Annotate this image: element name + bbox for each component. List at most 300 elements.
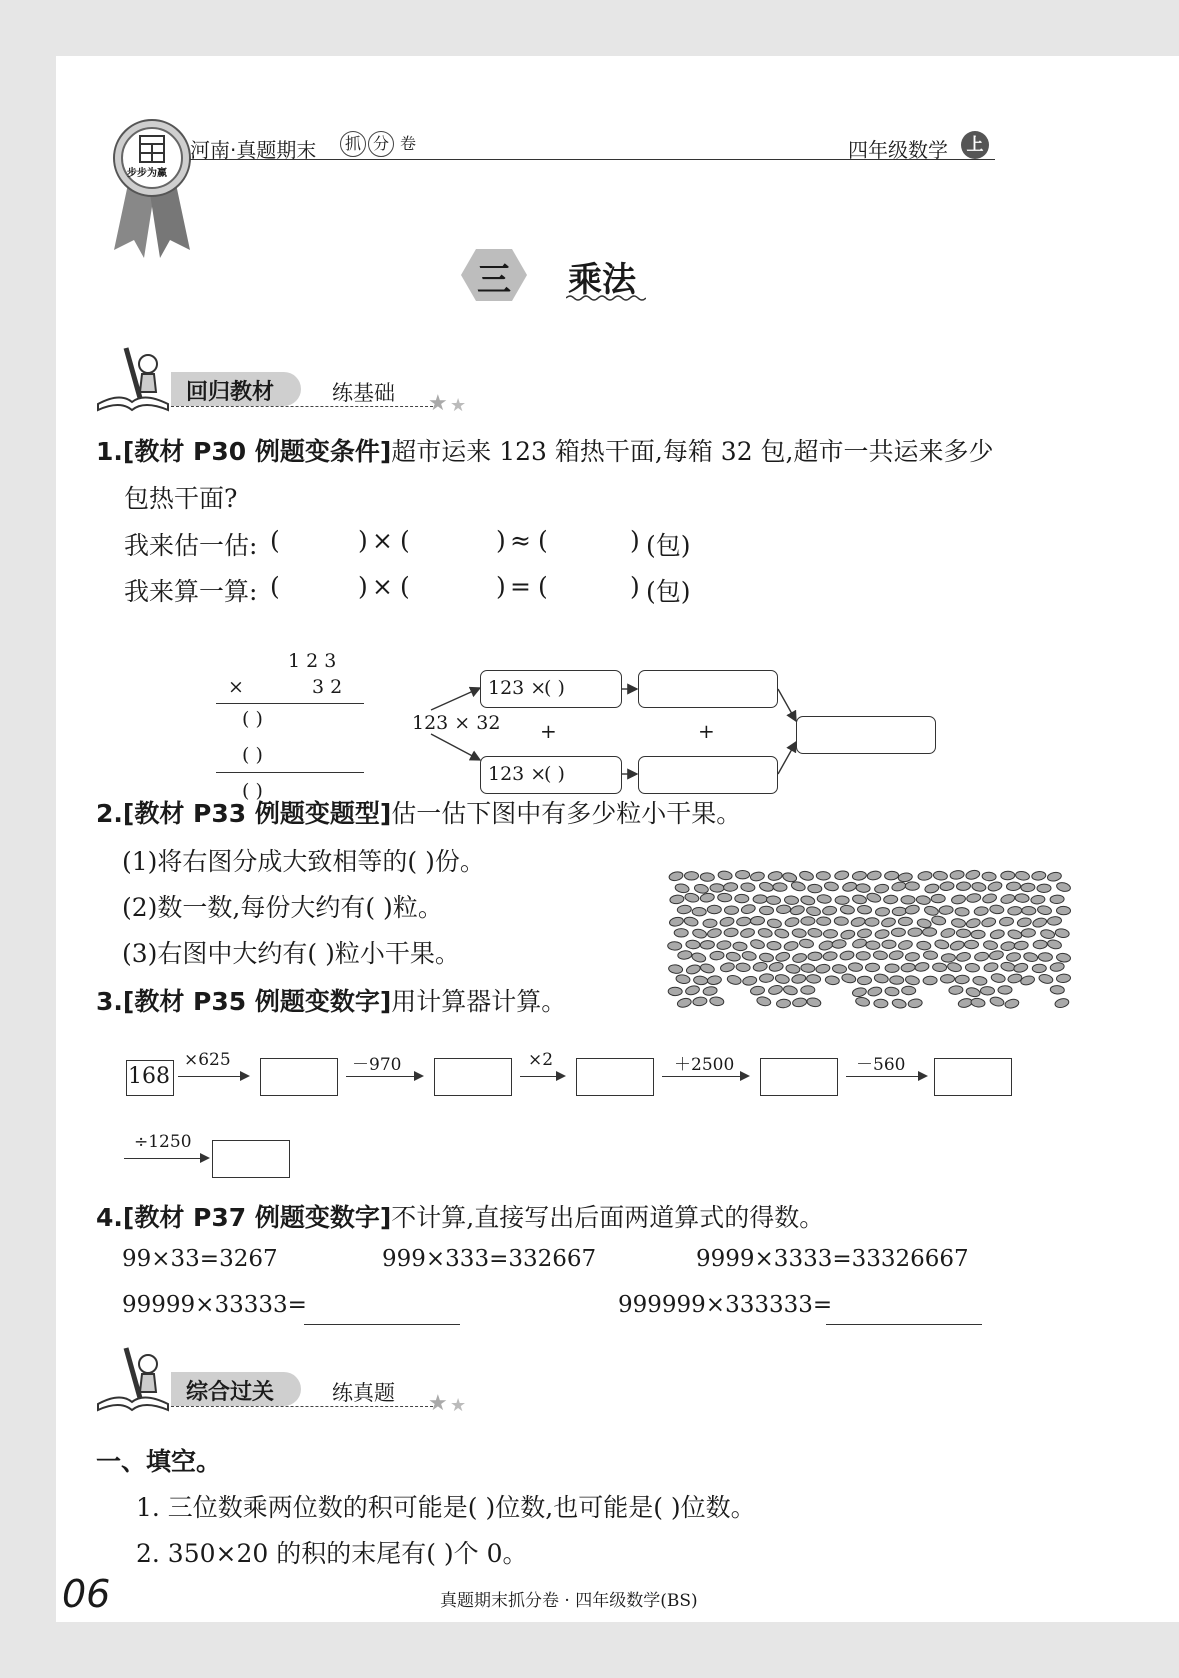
dried-fruit [767, 918, 782, 928]
dried-fruit [1038, 953, 1052, 962]
dried-fruit [852, 938, 868, 950]
question-body: 估一估下图中有多少粒小干果。 [391, 799, 742, 828]
ask-equation-1: 99999×33333= [122, 1292, 307, 1318]
question-number: 1. [96, 437, 123, 466]
vertical-row-1[interactable]: ( ) [242, 708, 263, 730]
star-icon: ★ [450, 395, 467, 416]
question-3-text [96, 982, 566, 1018]
dried-fruit [692, 907, 706, 916]
dried-fruit [759, 952, 774, 962]
dried-fruit [908, 928, 922, 937]
dried-fruit [989, 950, 1004, 961]
dried-fruit [724, 928, 739, 938]
vertical-top: 1 2 3 [288, 650, 337, 672]
dried-fruit [783, 940, 798, 951]
dried-fruit [799, 870, 815, 882]
dried-fruit [700, 940, 715, 949]
star-icon: ★ [428, 1391, 448, 1416]
dried-fruit [775, 974, 790, 985]
dried-fruit [852, 894, 867, 905]
approx-sign: ≈ [510, 526, 531, 555]
dried-fruit [758, 928, 773, 939]
dried-fruit [790, 880, 806, 892]
dried-fruit [916, 895, 931, 905]
dried-fruit [674, 883, 689, 894]
dried-fruit [1032, 917, 1048, 929]
equals-sign: = [510, 572, 531, 601]
dried-fruit [782, 872, 798, 884]
star-icon: ★ [450, 1395, 467, 1416]
dried-fruit [891, 998, 906, 1009]
dried-fruit [669, 916, 684, 927]
dried-fruit [955, 907, 970, 916]
dried-fruit [940, 881, 955, 891]
estimate-label: 我来估一估: [124, 531, 258, 560]
dried-fruit [867, 986, 883, 997]
dried-fruit [905, 882, 919, 891]
dried-fruit [677, 950, 692, 960]
dried-fruit [972, 976, 987, 986]
example-equation-1: 99×33=3267 [122, 1246, 278, 1272]
example-equation-2: 999×333=332667 [382, 1246, 597, 1272]
dried-fruit-cluster-image [662, 866, 1082, 1016]
dried-fruit [965, 917, 981, 929]
dried-fruit [720, 962, 736, 973]
dried-fruit [875, 929, 890, 939]
dried-fruit [768, 871, 783, 882]
chain-arrow [124, 1158, 208, 1159]
dried-fruit [865, 918, 879, 927]
dried-fruit [883, 895, 897, 904]
dried-fruit [1015, 893, 1030, 903]
dried-fruit [817, 894, 832, 904]
page-number: 06 [62, 1572, 111, 1616]
dried-fruit [982, 872, 997, 881]
dried-fruit [700, 873, 714, 882]
dried-fruit [898, 939, 914, 951]
dried-fruit [1014, 941, 1029, 951]
dried-fruit [1050, 985, 1065, 994]
dried-fruit [971, 882, 986, 892]
chapter-title: 乘法 [568, 260, 636, 300]
dried-fruit [891, 881, 907, 893]
dried-fruit [867, 870, 882, 881]
dried-fruit [806, 906, 821, 917]
dried-fruit [1040, 929, 1055, 940]
flow-box-top-paren[interactable]: ( ) [544, 677, 565, 699]
dried-fruit [792, 997, 807, 1007]
dried-fruit [902, 986, 916, 995]
dried-fruit [783, 985, 799, 997]
dried-fruit [675, 974, 690, 984]
dried-fruit [800, 895, 815, 906]
dried-fruit [865, 963, 879, 972]
dried-fruit [914, 962, 929, 973]
star-icon: ★ [428, 391, 448, 416]
flow-result-top[interactable] [638, 670, 778, 708]
dried-fruit [892, 907, 906, 916]
dried-fruit [823, 929, 837, 938]
vertical-row-2[interactable]: ( ) [242, 744, 263, 766]
dried-fruit [801, 917, 815, 926]
section1-title: 回归教材 [186, 380, 275, 405]
question-4-text [96, 1198, 824, 1234]
dried-fruit [965, 940, 979, 948]
question-number: 2. [96, 799, 123, 828]
dried-fruit [1017, 917, 1032, 928]
dried-fruit [735, 894, 749, 903]
dried-fruit [916, 941, 931, 951]
part-1-title: 一、填空。 [96, 1447, 222, 1476]
flow-result-bottom[interactable] [638, 756, 778, 794]
sub-question-1[interactable]: (1)将右图分成大致相等的( )份。 [122, 847, 485, 876]
dried-fruit [1001, 871, 1015, 880]
sub-question-2[interactable]: (2)数一数,每份大约有( )粒。 [122, 893, 443, 922]
dried-fruit [885, 964, 899, 972]
dried-fruit [1006, 952, 1021, 962]
chain-arrow [846, 1076, 926, 1077]
dried-fruit [931, 894, 945, 903]
flow-connectors [56, 56, 1179, 856]
paren-open[interactable]: ( [400, 526, 410, 555]
dried-fruit [750, 916, 765, 925]
dried-fruit [941, 953, 955, 962]
paren-open[interactable]: ( [400, 572, 410, 601]
dried-fruit [676, 997, 692, 1009]
dried-fruit [982, 893, 998, 905]
dried-fruit [1054, 997, 1070, 1009]
chain-result-4[interactable] [760, 1058, 838, 1096]
dried-fruit [971, 930, 985, 939]
dried-fruit [759, 906, 773, 915]
dried-fruit [750, 986, 765, 996]
dried-fruit [857, 905, 872, 914]
dried-fruit [990, 929, 1005, 940]
chain-result-6[interactable] [212, 1140, 290, 1178]
series-title: 河南·真题期末 [190, 138, 317, 162]
chain-result-5[interactable] [934, 1058, 1012, 1096]
chain-result-2[interactable] [434, 1058, 512, 1096]
fill-item-2[interactable]: 2. 350×20 的积的末尾有( )个 0。 [136, 1539, 528, 1568]
dried-fruit [991, 973, 1006, 984]
dried-fruit [707, 905, 721, 913]
dried-fruit [1047, 939, 1063, 950]
paren-close: ) [630, 526, 640, 555]
dried-fruit [825, 975, 840, 985]
dried-fruit [692, 996, 707, 1006]
dried-fruit [841, 973, 856, 984]
dried-fruit [1021, 928, 1035, 937]
grade-label: 四年级数学 [848, 138, 948, 162]
unit-label: (包) [646, 577, 691, 606]
dried-fruit [691, 952, 707, 964]
chain-op-3: ×2 [528, 1050, 554, 1070]
unit-label: (包) [646, 531, 691, 560]
dried-fruit [736, 963, 751, 973]
dried-fruit [823, 951, 838, 961]
dried-fruit [933, 871, 948, 881]
dried-fruit [932, 963, 946, 972]
dried-fruit [866, 892, 882, 904]
dried-fruit [756, 996, 772, 1007]
dried-fruit [965, 986, 981, 998]
times-sign: × [372, 572, 393, 601]
dried-fruit [881, 917, 896, 928]
dried-fruit [1047, 916, 1062, 926]
chain-result-1[interactable] [260, 1058, 338, 1096]
dried-fruit [801, 986, 815, 995]
dried-fruit [736, 871, 750, 879]
dried-fruit [951, 918, 966, 928]
flow-box-bottom-label: 123 × [488, 763, 547, 785]
dried-fruit [822, 906, 837, 916]
dried-fruit [957, 997, 973, 1008]
dried-fruit [956, 929, 970, 938]
dried-fruit [750, 939, 766, 950]
dried-fruit [1056, 974, 1071, 984]
dried-fruit [815, 963, 830, 974]
dried-fruit [753, 895, 767, 904]
paren-close: ) [358, 572, 368, 601]
dried-fruit [767, 941, 782, 950]
dried-fruit [726, 951, 741, 961]
chain-arrow [178, 1076, 248, 1077]
dried-fruit [856, 952, 870, 960]
dried-fruit [768, 984, 784, 996]
dried-fruit [905, 975, 921, 986]
chain-arrow [346, 1076, 422, 1077]
dried-fruit [875, 907, 890, 916]
dried-fruit [1056, 881, 1072, 892]
dried-fruit [923, 976, 937, 985]
paren-close: ) [496, 526, 506, 555]
sub-question-3[interactable]: (3)右图中大约有( )粒小干果。 [122, 939, 460, 968]
dried-fruit [905, 904, 920, 915]
dried-fruit [1023, 952, 1038, 963]
chain-start-value: 168 [128, 1064, 170, 1089]
dried-fruit [882, 940, 896, 949]
dried-fruit [776, 999, 791, 1008]
dried-fruit [956, 951, 971, 962]
page [56, 56, 1179, 1622]
dried-fruit [703, 919, 717, 928]
dried-fruit [901, 963, 916, 973]
dried-fruit [940, 927, 956, 939]
dried-fruit [931, 915, 946, 926]
dried-fruit [917, 918, 932, 929]
dried-fruit [934, 939, 949, 950]
example-equation-3: 9999×3333=33326667 [696, 1246, 969, 1272]
dried-fruit [832, 939, 847, 949]
paren-open[interactable]: ( [538, 526, 548, 555]
dried-fruit [898, 917, 912, 926]
paren-open[interactable]: ( [270, 526, 280, 555]
chain-op-4: ＋2500 [674, 1055, 735, 1075]
dried-fruit [806, 997, 821, 1008]
dried-fruit [1007, 973, 1022, 984]
dried-fruit [808, 952, 823, 961]
question-number: 3. [96, 987, 123, 1016]
dried-fruit [742, 951, 757, 961]
dried-fruit [1013, 962, 1028, 973]
dried-fruit [692, 928, 708, 939]
dried-fruit [835, 896, 849, 905]
dried-fruit [873, 950, 888, 960]
dried-fruit [774, 928, 789, 939]
dried-fruit [970, 998, 985, 1008]
paren-open[interactable]: ( [270, 572, 280, 601]
dried-fruit [1033, 940, 1047, 949]
dried-fruit [1056, 906, 1070, 915]
chain-result-3[interactable] [576, 1058, 654, 1096]
dried-fruit [1000, 893, 1016, 905]
question-tag: [教材 P33 例题变题型] [122, 799, 392, 828]
dried-fruit [1055, 928, 1070, 938]
dried-fruit [923, 951, 937, 960]
flow-box-bottom-paren[interactable]: ( ) [544, 763, 565, 785]
paren-open[interactable]: ( [538, 572, 548, 601]
dried-fruit [965, 963, 980, 973]
dried-fruit [808, 884, 822, 893]
dried-fruit [947, 962, 963, 973]
dried-fruit [684, 892, 699, 903]
fill-item-1[interactable]: 1. 三位数乘两位数的积可能是( )位数,也可能是( )位数。 [136, 1493, 756, 1522]
section2-title: 综合过关 [186, 1380, 275, 1405]
dried-fruit [1056, 953, 1071, 963]
flow-source: 123 × 32 [412, 712, 501, 734]
dried-fruit [707, 927, 723, 938]
dried-fruit [1007, 929, 1023, 940]
dried-fruit [674, 929, 688, 937]
dried-fruit [966, 893, 981, 903]
dried-fruit [668, 987, 682, 996]
dried-fruit [1037, 884, 1051, 893]
dried-fruit [983, 962, 998, 973]
dried-fruit [852, 987, 867, 998]
dried-fruit [753, 962, 768, 972]
dried-fruit [950, 870, 965, 880]
dried-fruit [685, 985, 701, 997]
dried-fruit [683, 916, 699, 927]
dried-fruit [1032, 964, 1046, 973]
dried-fruit [766, 895, 781, 905]
dried-fruit [890, 976, 904, 985]
dried-fruit [718, 870, 733, 880]
section2-dashed-rule [171, 1406, 433, 1407]
dried-fruit [905, 952, 920, 962]
series-char-2: 分 [368, 131, 394, 157]
dried-fruit [848, 962, 863, 971]
dried-fruit [1038, 973, 1054, 985]
chain-op-1: ×625 [184, 1050, 231, 1070]
dried-fruit [790, 904, 806, 916]
dried-fruit [874, 973, 889, 984]
dried-fruit [799, 938, 814, 948]
question-2-text [96, 794, 741, 830]
paren-close: ) [358, 526, 368, 555]
dried-fruit [840, 929, 855, 940]
dried-fruit [852, 871, 867, 881]
paren-close: ) [630, 572, 640, 601]
question-tag: [教材 P37 例题变数字] [122, 1203, 392, 1232]
dried-fruit [1000, 941, 1015, 951]
dried-fruit [965, 869, 981, 881]
dried-fruit [898, 872, 913, 882]
question-1-text-cont: 包热干面? [124, 484, 238, 513]
dried-fruit [1004, 998, 1020, 1009]
dried-fruit [775, 951, 791, 963]
dried-fruit [924, 883, 939, 894]
chain-arrow [662, 1076, 748, 1077]
dried-fruit [1037, 905, 1052, 916]
dried-fruit [949, 940, 965, 952]
question-number: 4. [96, 1203, 123, 1232]
dried-fruit [740, 927, 755, 938]
dried-fruit [801, 963, 816, 973]
dried-fruit [759, 881, 775, 893]
dried-fruit [889, 950, 904, 961]
dried-fruit [750, 871, 765, 882]
dried-fruit [839, 950, 854, 961]
dried-fruit [742, 976, 757, 986]
dried-fruit [710, 883, 724, 892]
dried-fruit [784, 916, 800, 927]
series-char-1: 抓 [340, 131, 366, 157]
dried-fruit [874, 999, 888, 1008]
dried-fruit [784, 895, 799, 905]
dried-fruit [769, 961, 784, 972]
dried-fruit [974, 906, 989, 916]
dried-fruit [719, 916, 734, 927]
dried-fruit [857, 976, 871, 985]
dried-fruit [917, 871, 932, 881]
dried-fruit [685, 872, 699, 880]
dried-fruit [1020, 975, 1036, 987]
plus-sign: + [540, 719, 557, 743]
dried-fruit [981, 917, 997, 928]
dried-fruit [709, 996, 724, 1006]
dried-fruit [1021, 883, 1035, 892]
pencil-book-icon [92, 1342, 172, 1414]
dried-fruit [707, 975, 722, 985]
question-tag: [教材 P35 例题变数字] [122, 987, 392, 1016]
dried-fruit [1047, 871, 1062, 882]
dried-fruit [693, 975, 708, 985]
dried-fruit [773, 883, 787, 892]
dried-fruit [987, 881, 1003, 893]
vertical-row-3[interactable]: ( ) [242, 780, 263, 802]
answer-blank-1[interactable] [304, 1324, 460, 1325]
ask-equation-2: 999999×333333= [618, 1292, 833, 1318]
dried-fruit [857, 928, 872, 938]
dried-fruit [776, 905, 790, 914]
dried-fruit [989, 904, 1004, 914]
flow-total[interactable] [796, 716, 936, 754]
chain-op-2: －970 [352, 1055, 402, 1075]
dried-fruit [669, 894, 684, 904]
chain-arrow [520, 1076, 564, 1077]
dried-fruit [850, 916, 865, 927]
dried-fruit [668, 964, 683, 974]
dried-fruit [980, 986, 994, 995]
dried-fruit [741, 903, 757, 914]
dried-fruit [834, 870, 849, 881]
dried-fruit [940, 974, 954, 983]
paren-close: ) [496, 572, 506, 601]
dried-fruit [791, 974, 806, 985]
chain-op-6: ÷1250 [134, 1132, 192, 1152]
answer-blank-2[interactable] [826, 1324, 982, 1325]
